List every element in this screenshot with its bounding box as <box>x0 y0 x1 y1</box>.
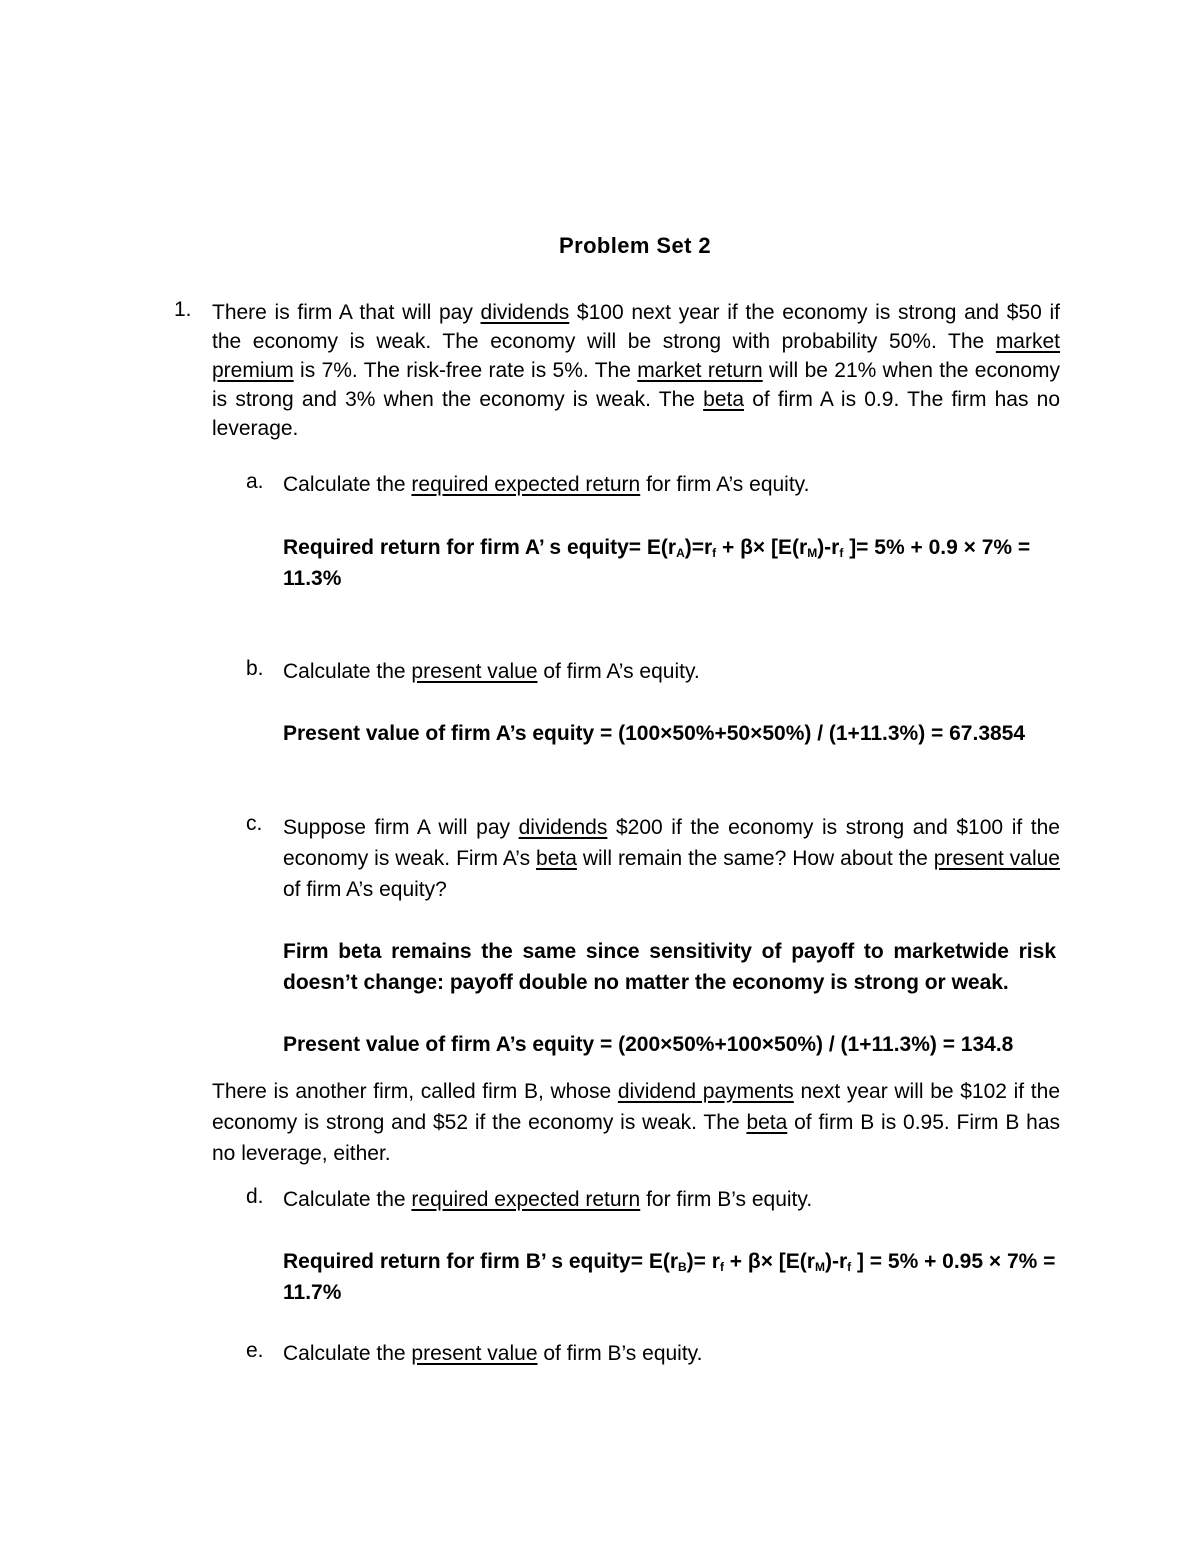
term-dividends: dividends <box>480 301 570 324</box>
term-market-return: market return <box>637 359 763 382</box>
subquestion-d-text: Calculate the required expected return for firm B’s equity. <box>283 1188 813 1211</box>
subquestion-c-text: Suppose firm A will pay dividends $200 if the economy is strong and $100 if the economy is weak. Firm A’s beta will remain the same? How about the present value of firm A’s equity? <box>283 816 1060 901</box>
answer-d <box>283 1246 1063 1308</box>
subquestion-e-text: Calculate the present value of firm B’s equity. <box>283 1342 703 1365</box>
term-dividend-payments: dividend payments <box>617 1080 794 1103</box>
term-beta: beta <box>746 1111 788 1134</box>
answer-c-explanation: Firm beta remains the same since sensitivity of payoff to marketwide risk doesn’t change: payoff double no matter the economy is strong or weak. <box>283 940 1056 994</box>
term-present-value: present value <box>411 1342 538 1365</box>
subquestion-label-d: d. <box>246 1185 264 1208</box>
subquestion-label-b: b. <box>246 657 264 680</box>
answer-a-line1: Required return for firm A’ s equity= $E(r_A)=r_f + \beta\times [E(r_M)-r_f$ ]= 5% + 0.9 × 7% = <box>283 536 1031 560</box>
term-market-premium: market premium <box>212 330 1060 382</box>
answer-d-line2: 11.7% <box>283 1281 342 1304</box>
page-title: Problem Set 2 <box>559 233 711 258</box>
answer-d-line1: Required return for firm B’ s equity= $E(r_B)= r_f + \beta\times [E(r_M)-r_f$ ] = 5% + 0.95 × 7% = <box>283 1250 1056 1274</box>
question-1-text: There is firm A that will pay dividends $100 next year if the economy is strong and $50 if the economy is weak. The economy will be strong with probability 50%. The market premium is 7%. The risk-free rate is 5%. The market return will be 21% when the economy is strong and 3% when the economy is weak. The beta of firm A is 0.9. The firm has no leverage. <box>212 301 1061 440</box>
subquestion-label-a: a. <box>246 470 264 493</box>
term-beta: beta <box>536 847 577 870</box>
answer-c-value: Present value of firm A’s equity = (200×50%+100×50%) / (1+11.3%) = 134.8 <box>283 1033 1014 1056</box>
answer-a-line2: 11.3% <box>283 567 342 590</box>
question-number: 1. <box>174 298 192 321</box>
term-dividends: dividends <box>518 816 608 839</box>
term-present-value: present value <box>411 660 538 683</box>
subquestion-label-c: c. <box>246 812 263 835</box>
term-required-expected-return: required expected return <box>411 473 641 496</box>
term-beta: beta <box>703 388 745 411</box>
firm-b-intro: There is another firm, called firm B, whose dividend payments next year will be $102 if the economy is strong and $52 if the economy is weak. The beta of firm B is 0.95. Firm B has no leverage, either. <box>212 1080 1060 1165</box>
subquestion-label-e: e. <box>246 1339 264 1362</box>
term-present-value: present value <box>933 847 1060 870</box>
answer-b: Present value of firm A’s equity = (100×50%+50×50%) / (1+11.3%) = 67.3854 <box>283 722 1026 745</box>
subquestion-a-text: Calculate the required expected return for firm A’s equity. <box>283 473 810 496</box>
answer-a <box>283 532 1063 594</box>
term-required-expected-return: required expected return <box>411 1188 641 1211</box>
subquestion-b-text: Calculate the present value of firm A’s equity. <box>283 660 700 683</box>
